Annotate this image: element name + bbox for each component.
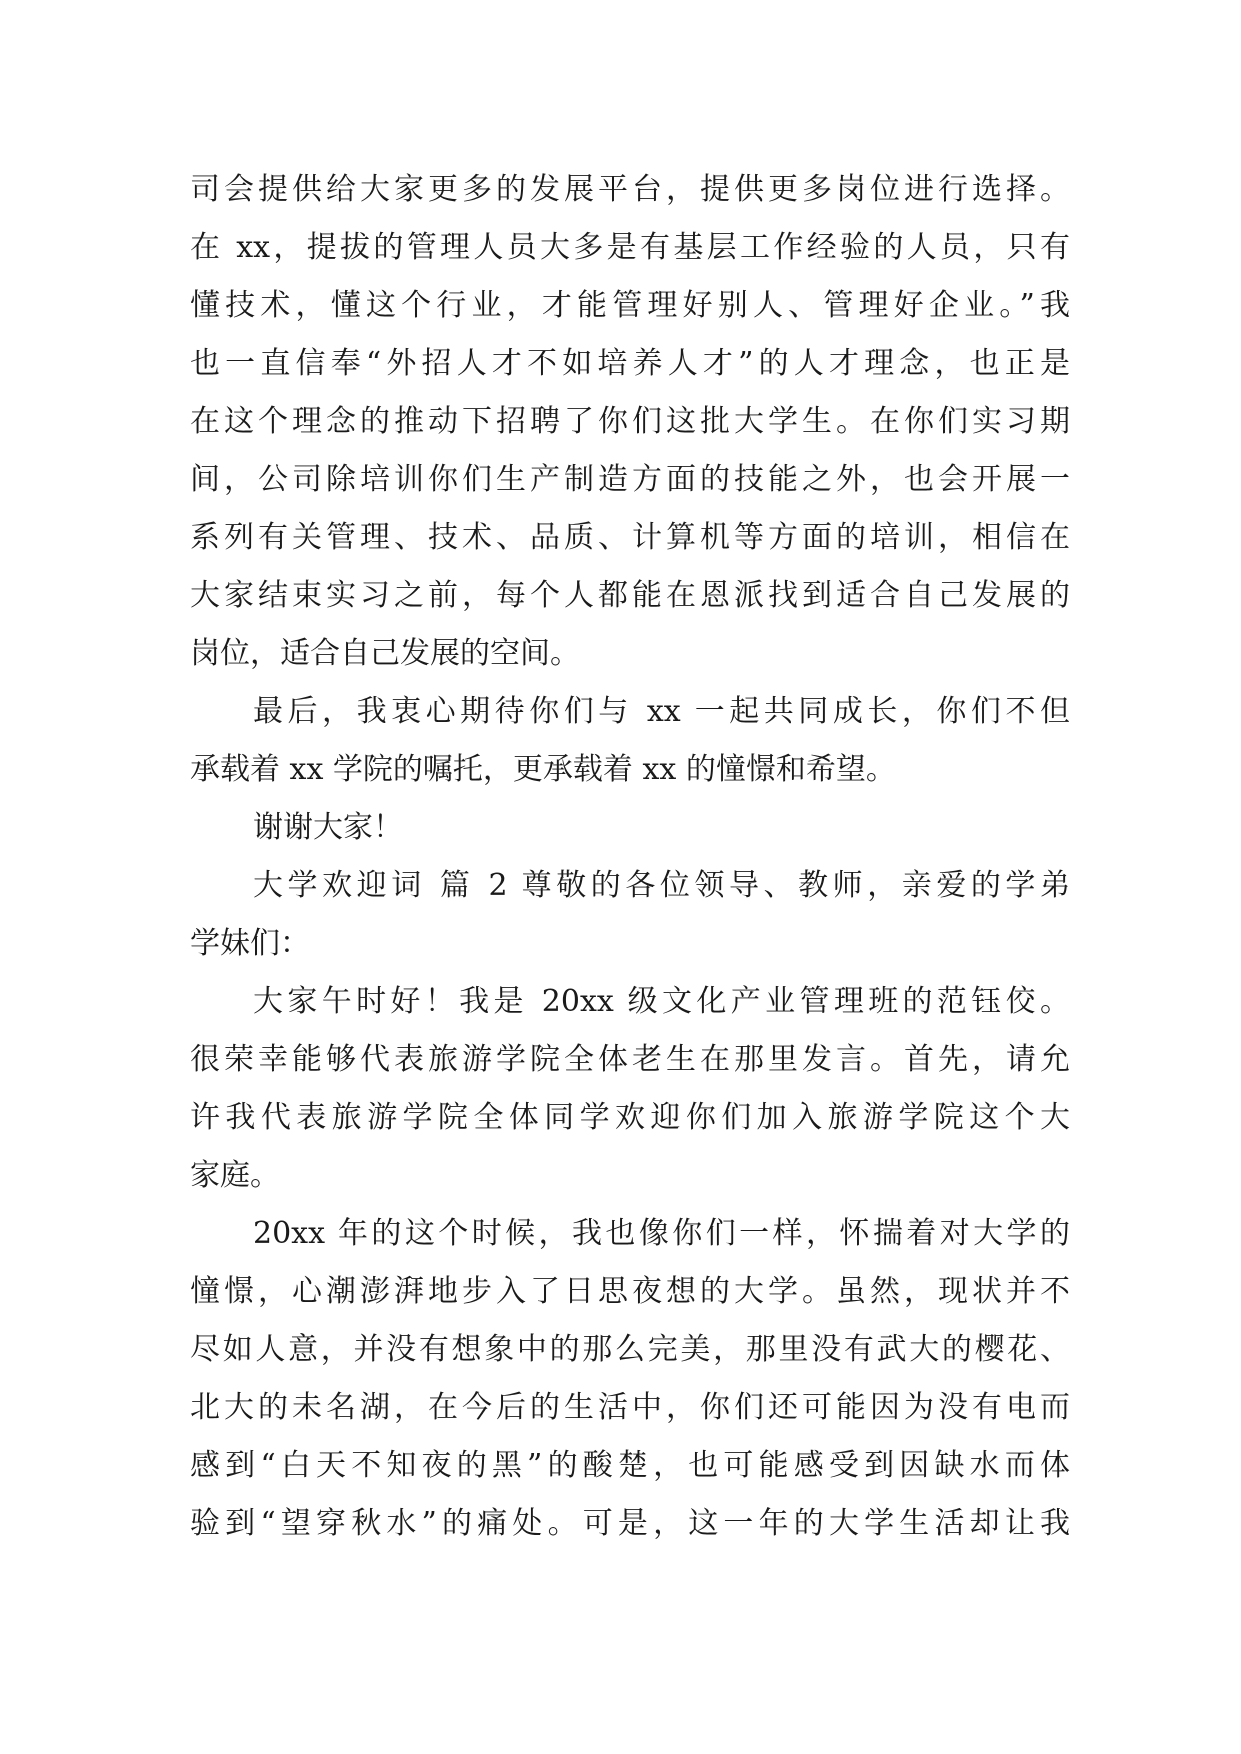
paragraph-first-line: 最后，我衷心期待你们与 xx 一起共同成长，你们不但 — [253, 694, 1070, 729]
text-line: 在这个理念的推动下招聘了你们这批大学生。在你们实习期 — [190, 404, 1070, 439]
paragraph-first-line: 大家午时好！我是 20xx 级文化产业管理班的范钰佼。 — [253, 984, 1070, 1019]
text-line: 验到“望穿秋水”的痛处。可是，这一年的大学生活却让我 — [190, 1506, 1070, 1541]
text-line: 感到“白天不知夜的黑”的酸楚，也可能感受到因缺水而体 — [190, 1448, 1070, 1483]
text-line: 司会提供给大家更多的发展平台，提供更多岗位进行选择。 — [190, 172, 1070, 207]
text-line: 系列有关管理、技术、品质、计算机等方面的培训，相信在 — [190, 520, 1070, 555]
text-line: 大家结束实习之前，每个人都能在恩派找到适合自己发展的 — [190, 578, 1070, 613]
text-line: 尽如人意，并没有想象中的那么完美，那里没有武大的樱花、 — [190, 1332, 1070, 1367]
text-line: 岗位，适合自己发展的空间。 — [190, 636, 580, 671]
text-line: 很荣幸能够代表旅游学院全体老生在那里发言。首先，请允 — [190, 1042, 1070, 1077]
text-line: 家庭。 — [190, 1158, 280, 1193]
text-line: 北大的未名湖，在今后的生活中，你们还可能因为没有电而 — [190, 1390, 1070, 1425]
closing-thanks: 谢谢大家！ — [253, 810, 403, 845]
text-line: 间，公司除培训你们生产制造方面的技能之外，也会开展一 — [190, 462, 1070, 497]
paragraph-first-line: 20xx 年的这个时候，我也像你们一样，怀揣着对大学的 — [253, 1216, 1070, 1251]
section-heading-line: 大学欢迎词 篇 2 尊敬的各位领导、教师，亲爱的学弟 — [253, 868, 1070, 903]
text-line: 学妹们： — [190, 926, 310, 961]
text-line: 也一直信奉“外招人才不如培养人才”的人才理念，也正是 — [190, 346, 1070, 381]
text-line: 懂技术，懂这个行业，才能管理好别人、管理好企业。”我 — [190, 288, 1070, 323]
text-line: 在 xx，提拔的管理人员大多是有基层工作经验的人员，只有 — [190, 230, 1070, 265]
text-line: 憧憬，心潮澎湃地步入了日思夜想的大学。虽然，现状并不 — [190, 1274, 1070, 1309]
text-line: 许我代表旅游学院全体同学欢迎你们加入旅游学院这个大 — [190, 1100, 1070, 1135]
text-line: 承载着 xx 学院的嘱托，更承载着 xx 的憧憬和希望。 — [190, 752, 896, 787]
